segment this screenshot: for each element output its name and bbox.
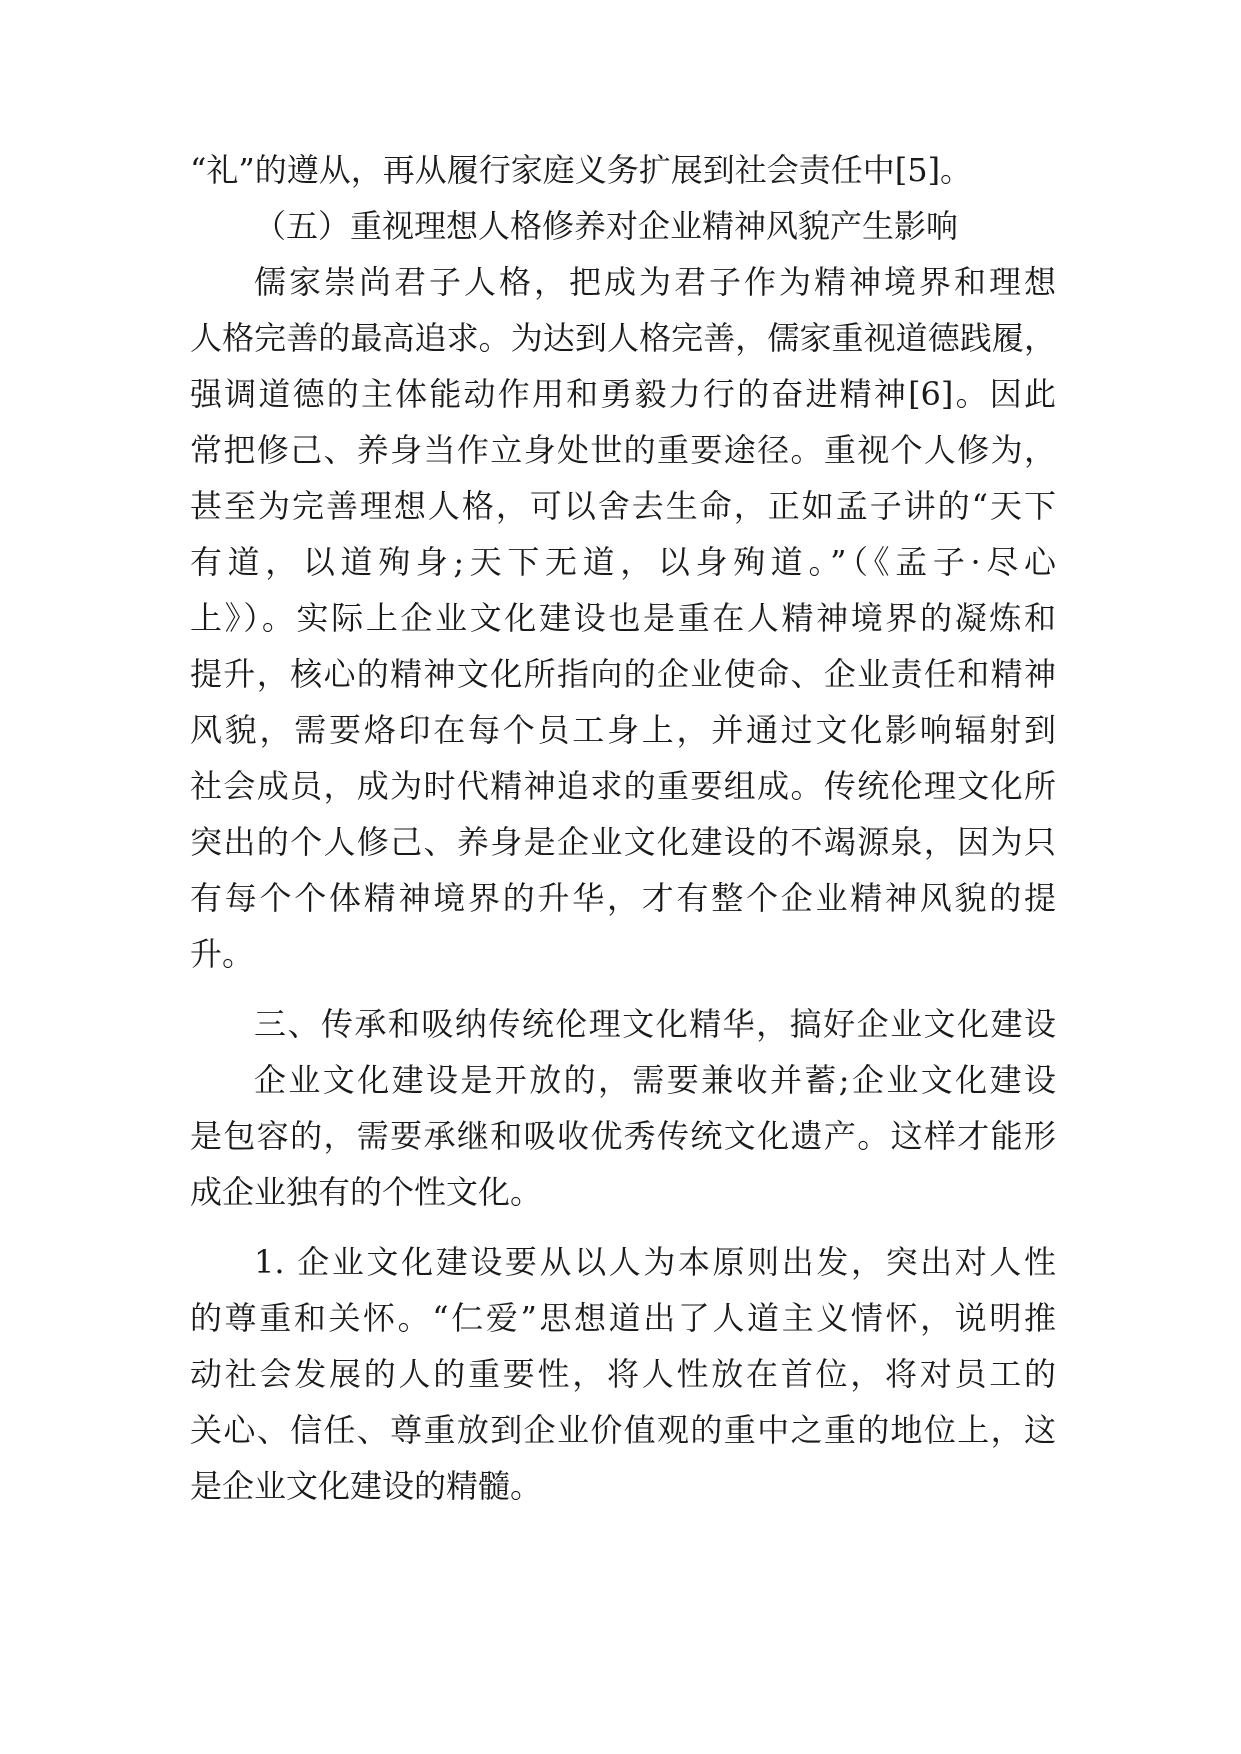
text-line: 甚至为完善理想人格，可以舍去生命，正如孟子讲的“天下: [190, 487, 1056, 525]
text-line: 儒家崇尚君子人格，把成为君子作为精神境界和理想: [254, 263, 1056, 301]
text-line: 风貌，需要烙印在每个员工身上，并通过文化影响辐射到: [190, 711, 1056, 749]
text-line: 常把修己、养身当作立身处世的重要途径。重视个人修为，: [190, 431, 1056, 469]
text-line: 是包容的，需要承继和吸收优秀传统文化遗产。这样才能形: [190, 1117, 1056, 1155]
section-heading: 三、传承和吸纳传统伦理文化精华，搞好企业文化建设: [254, 1005, 1056, 1043]
text-line: 上》）。实际上企业文化建设也是重在人精神境界的凝炼和: [190, 599, 1056, 637]
text-line: 有道，以道殉身;天下无道，以身殉道。”（《孟子·尽心: [190, 543, 1056, 581]
text-line: 动社会发展的人的重要性，将人性放在首位，将对员工的: [190, 1355, 1056, 1393]
text-line: 关心、信任、尊重放到企业价值观的重中之重的地位上，这: [190, 1411, 1056, 1449]
text-line: 升。: [190, 935, 255, 973]
text-line: 是企业文化建设的精髓。: [190, 1467, 543, 1505]
text-line: 社会成员，成为时代精神追求的重要组成。传统伦理文化所: [190, 767, 1056, 805]
text-line: “礼”的遵从，再从履行家庭义务扩展到社会责任中[5]。: [190, 151, 973, 189]
text-line: 企业文化建设是开放的，需要兼收并蓄;企业文化建设: [254, 1061, 1056, 1099]
text-line: 的尊重和关怀。“仁爱”思想道出了人道主义情怀，说明推: [190, 1299, 1056, 1337]
text-line: 提升，核心的精神文化所指向的企业使命、企业责任和精神: [190, 655, 1056, 693]
text-line: 成企业独有的个性文化。: [190, 1173, 543, 1211]
text-line: 人格完善的最高追求。为达到人格完善，儒家重视道德践履，: [190, 319, 1056, 357]
text-line: 强调道德的主体能动作用和勇毅力行的奋进精神[6]。因此: [190, 375, 1056, 413]
section-heading: （五）重视理想人格修养对企业精神风貌产生影响: [254, 207, 959, 245]
text-line: 有每个个体精神境界的升华，才有整个企业精神风貌的提: [190, 879, 1056, 917]
text-line: 1. 企业文化建设要从以人为本原则出发，突出对人性: [254, 1243, 1056, 1281]
text-line: 突出的个人修己、养身是企业文化建设的不竭源泉，因为只: [190, 823, 1056, 861]
